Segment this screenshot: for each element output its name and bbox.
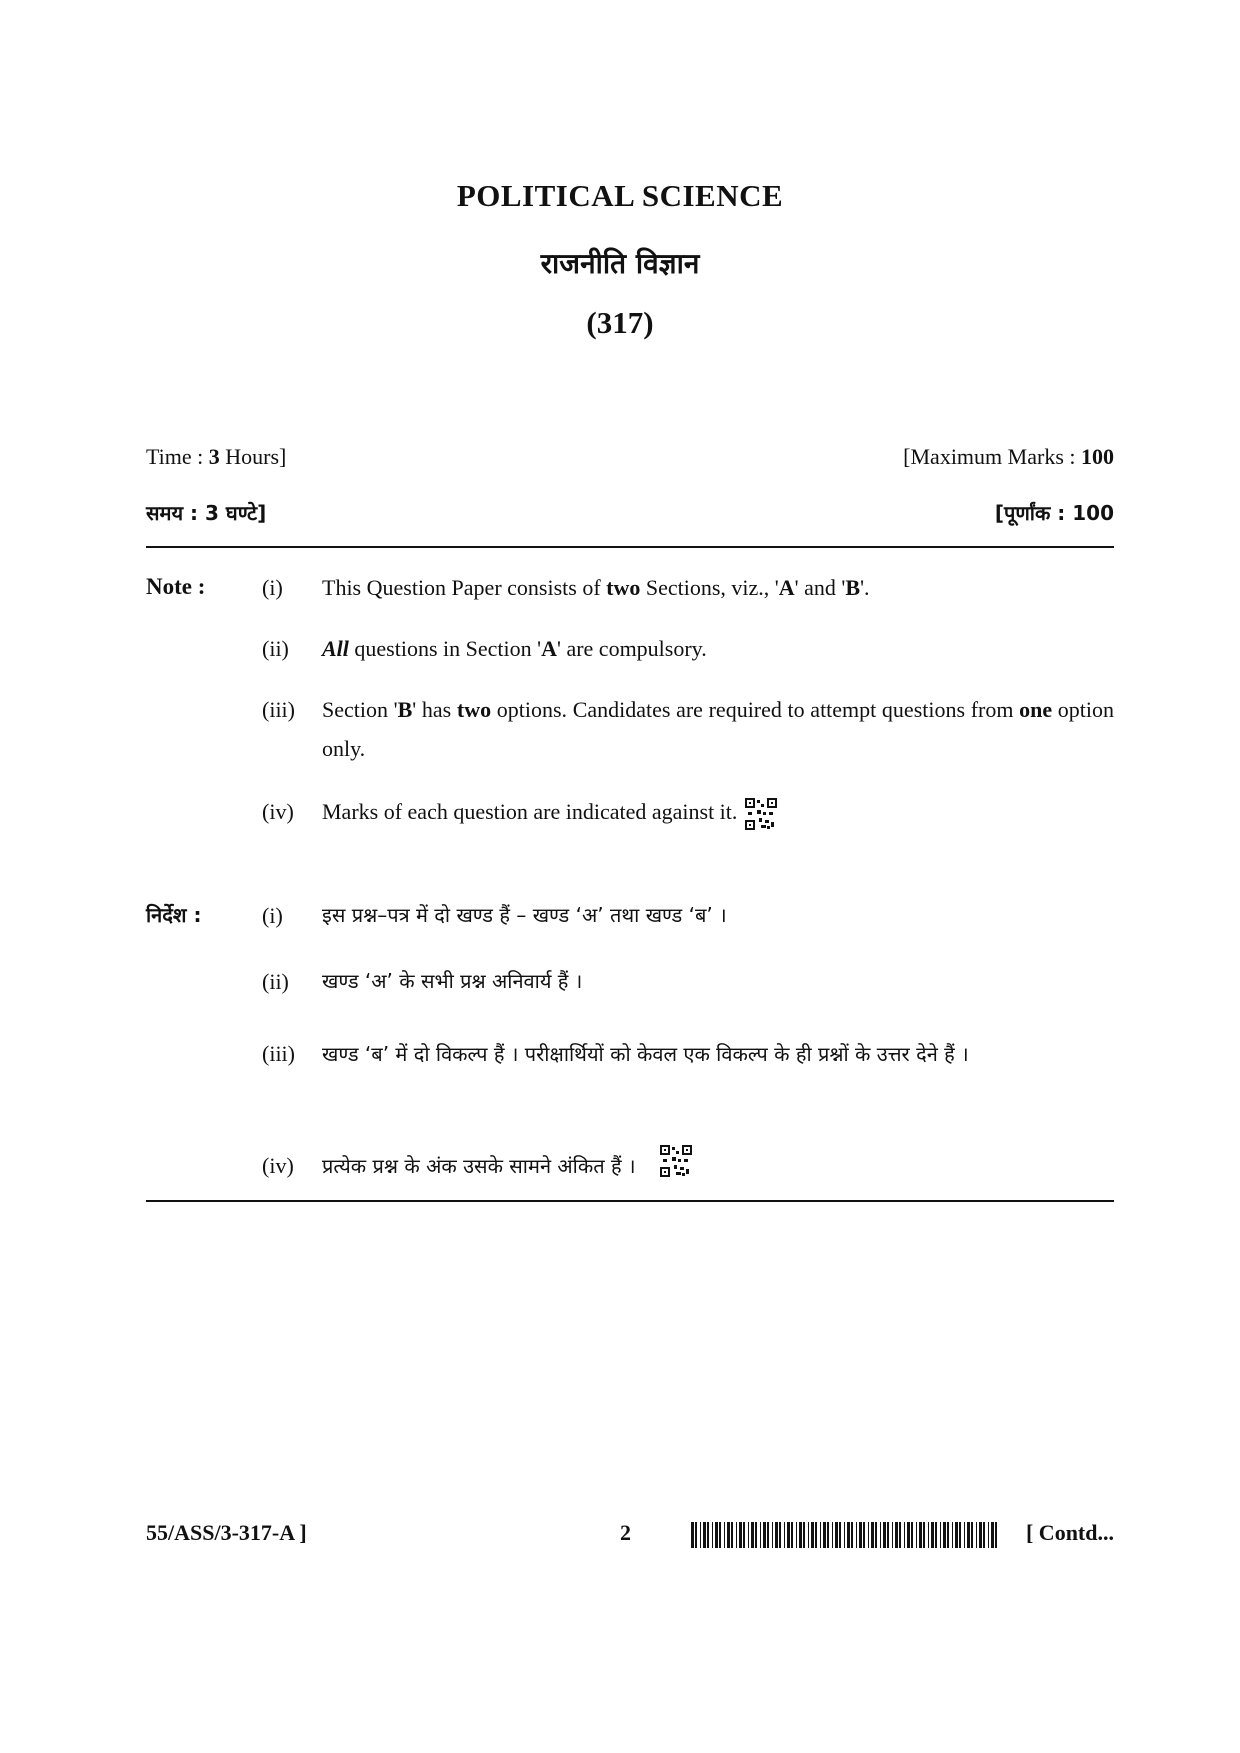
max-marks-label: [Maximum Marks : 100: [903, 444, 1114, 469]
divider-top: [146, 546, 1114, 548]
exam-page: POLITICAL SCIENCE राजनीति विज्ञान (317) Time : 3 Hours] [Maximum Marks : 100 समय : 3 घण्टे] [पूर्णांक : 100 Note : (i) This Question Paper consists of two Sections, viz., 'A' and 'B'. (ii) All questions in Section 'A' are compulsory. (iii) Section 'B' has two options. Candidates are required to attempt questions from one option only. (iv) Marks of each question are indicated against it. निर्देश : (i) इस प्रश्न–पत्र में दो खण्ड हैं – खण्ड ‘अ’ तथा खण्ड ‘ब’ । (ii) खण्ड ‘अ’ के सभी प्रश्न अनिवार्य हैं । (iii) खण्ड ‘ब’ में दो विकल्प हैं । परीक्षार्थियों को केवल एक विकल्प के ही प्रश्नों के उत्तर देने हैं । (iv) प्रत्येक प्रश्न के अंक उसके सामने अंकित हैं । 55/ASS/3-317-A ] 2 [ Contd...: [0, 0, 1240, 1753]
max-marks-label-hindi: [पूर्णांक : 100: [994, 501, 1114, 525]
barcode-icon: [691, 1522, 1001, 1548]
continued-label: [ Contd...: [1025, 1520, 1114, 1545]
qr-code-icon: [745, 798, 777, 830]
page-title: POLITICAL SCIENCE: [456, 178, 784, 213]
page-number: 2: [620, 1520, 631, 1545]
note-heading: Note :: [146, 574, 206, 599]
page-title-hindi: राजनीति विज्ञान: [540, 247, 700, 280]
time-label-hindi: समय : 3 घण्टे]: [146, 501, 267, 525]
divider-bottom: [146, 1200, 1114, 1202]
time-label: Time : 3 Hours]: [146, 444, 287, 469]
subject-code: (317): [586, 305, 654, 340]
qr-code-icon: [660, 1145, 692, 1177]
paper-code: 55/ASS/3-317-A ]: [146, 1520, 307, 1545]
nirdesh-heading: निर्देश :: [146, 903, 202, 927]
page-footer: [146, 1520, 1114, 1560]
